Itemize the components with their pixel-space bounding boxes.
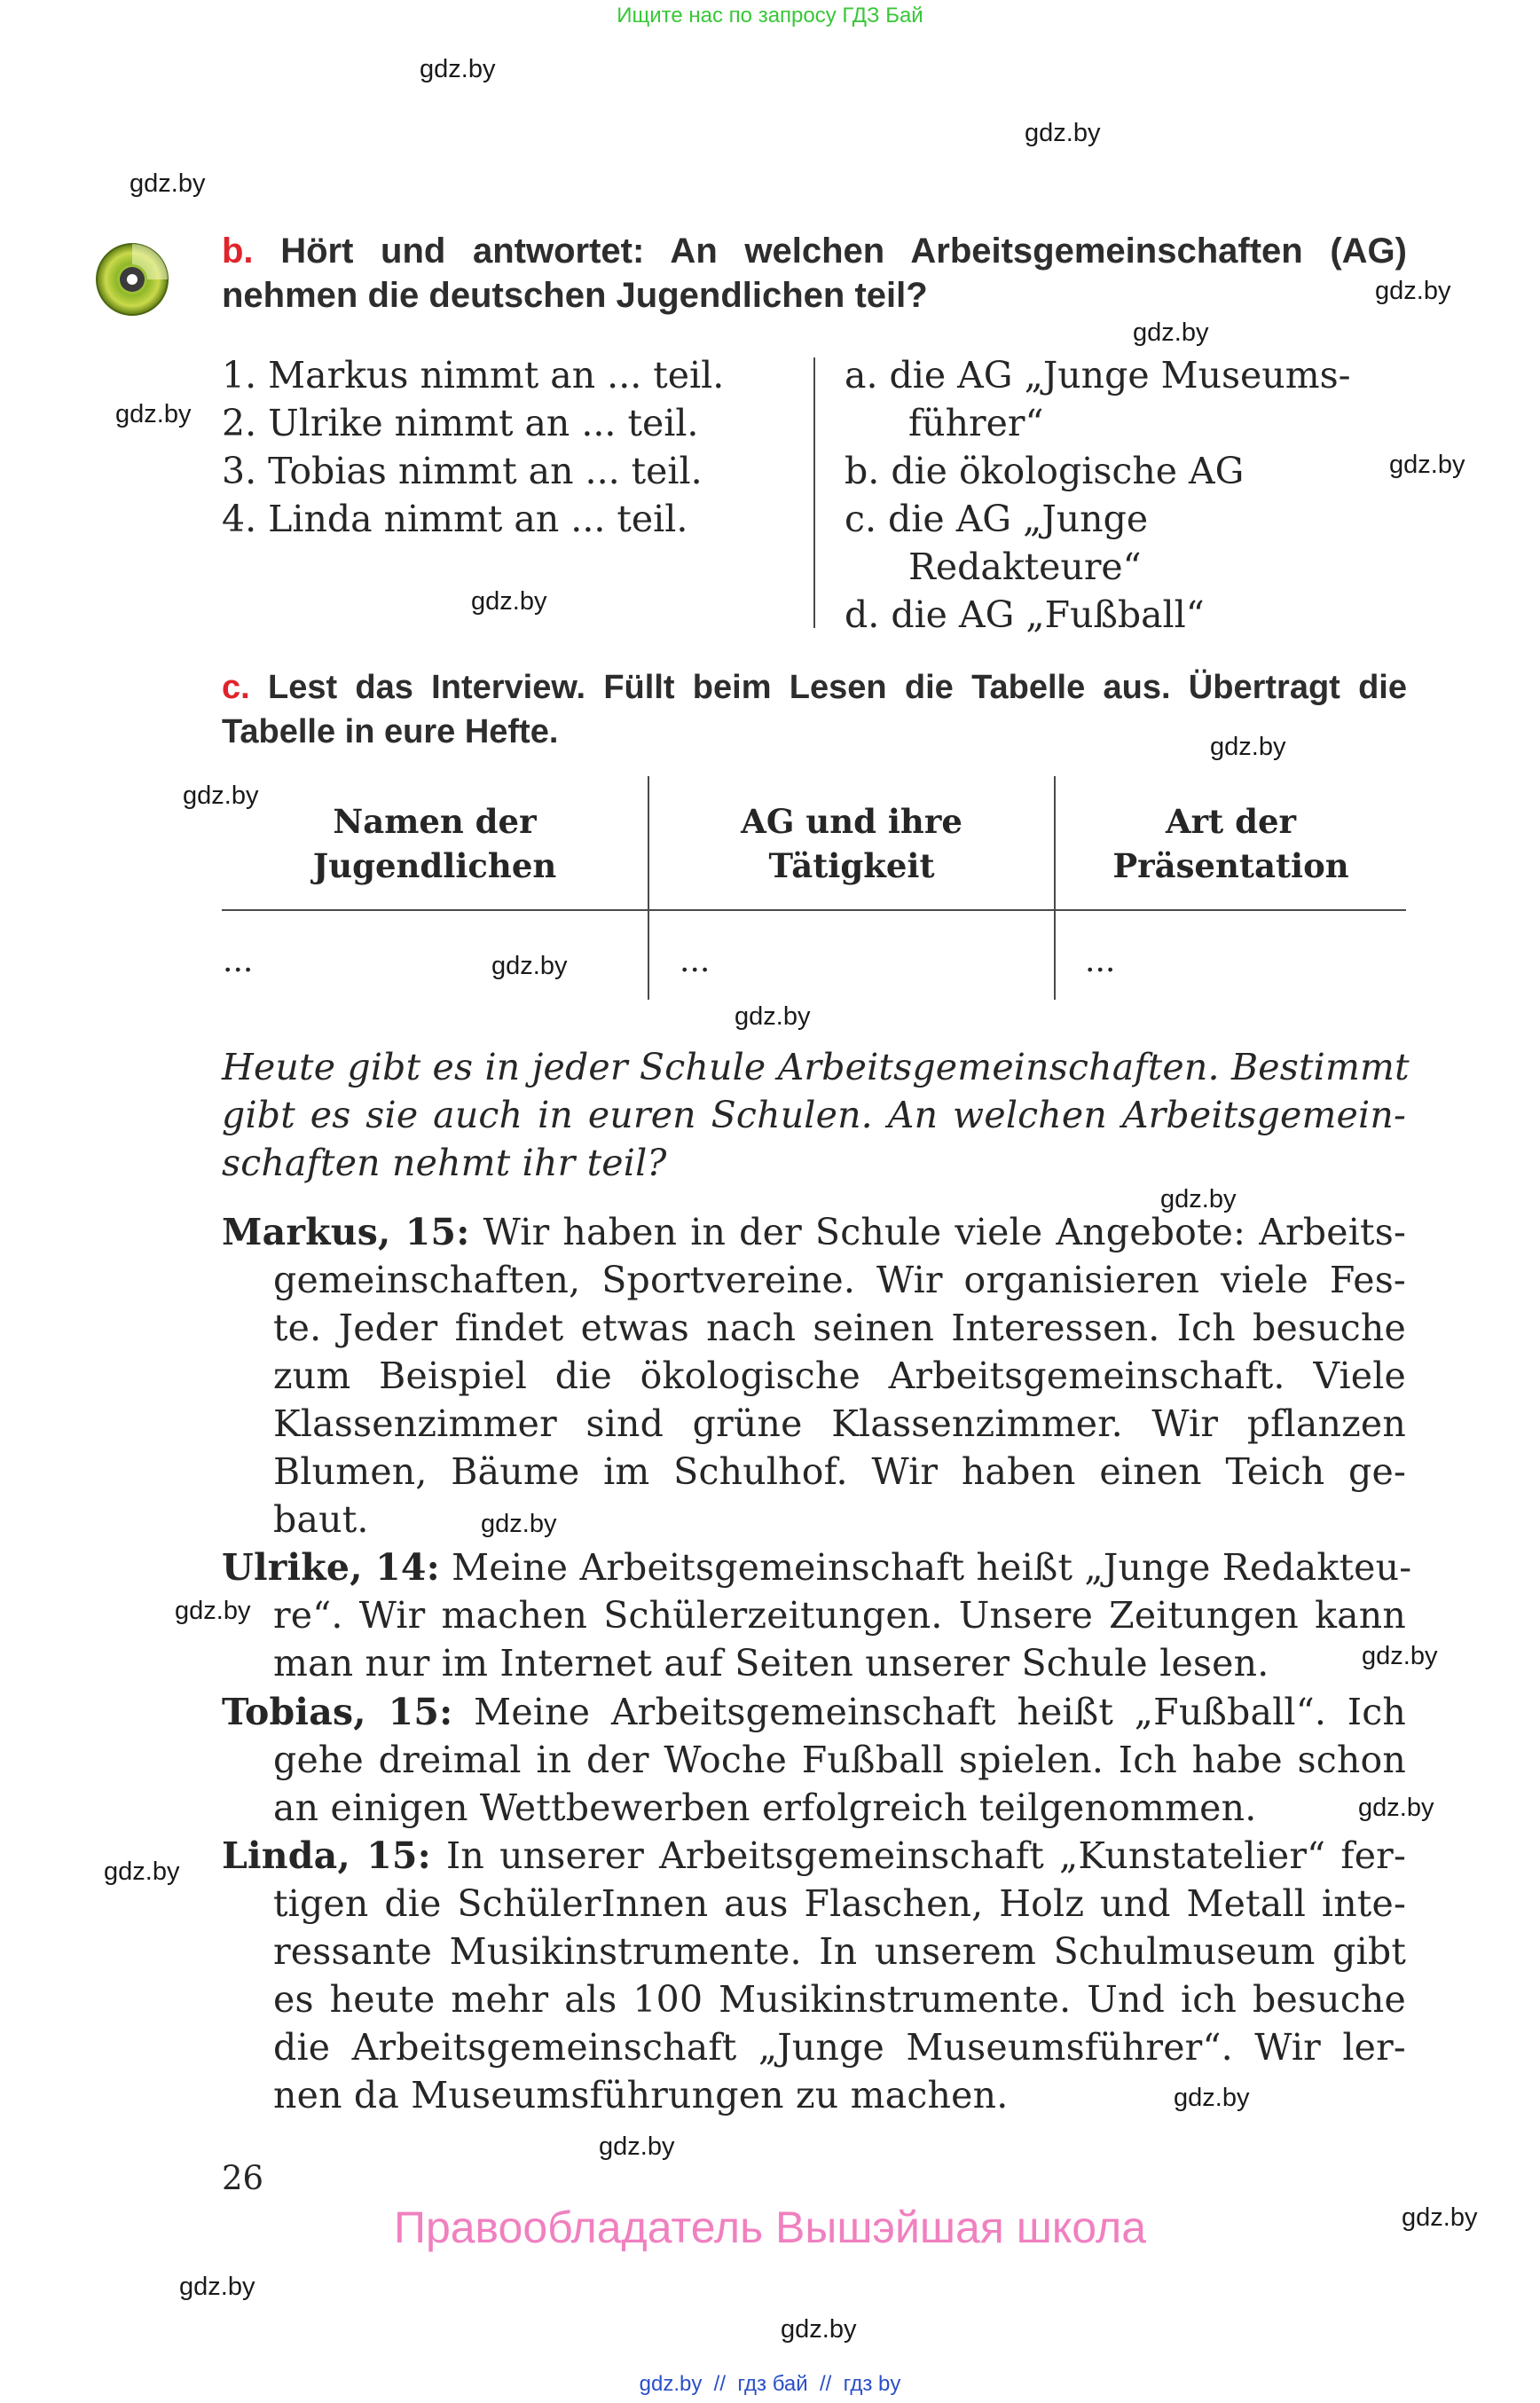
- top-banner: Ищите нас по запросу ГДЗ Бай: [617, 4, 923, 27]
- table-header-line: Namen der: [333, 802, 537, 841]
- task-b-right-list: [845, 351, 1405, 639]
- interview-line: In unserer Arbeitsgemeinschaft „Kunstatelier“ fer-: [431, 1834, 1407, 1877]
- interview-line: nen da Museumsführungen zu machen.: [273, 2074, 1009, 2116]
- table-header-ag: [649, 799, 1054, 888]
- watermark: gdz.by: [481, 1510, 557, 1538]
- interview-line: Meine Arbeitsgemeinschaft heißt „Junge Redakteu-: [439, 1546, 1412, 1589]
- task-b-instruction: [222, 229, 1407, 318]
- option-text-cont: Redakteure“: [908, 546, 1142, 588]
- option-text: die ökologische AG: [891, 450, 1245, 492]
- interview-line: die Arbeitsgemeinschaft „Junge Museumsführer“. Wir ler-: [273, 2026, 1406, 2069]
- interview-line: baut.: [273, 1498, 369, 1541]
- watermark: gdz.by: [1389, 451, 1465, 479]
- table-cell: ...: [680, 943, 711, 979]
- audio-cd-icon: [94, 241, 170, 318]
- table-header-names: [222, 799, 648, 888]
- interview-linda: [222, 1832, 1406, 2119]
- watermark: gdz.by: [735, 1002, 811, 1031]
- speaker-name: Linda, 15:: [222, 1834, 431, 1877]
- option-text: die AG „Junge: [888, 498, 1149, 540]
- watermark: gdz.by: [1133, 318, 1209, 347]
- intro-line: Heute gibt es in jeder Schule Arbeitsgemeinschaften. Bestimmt: [222, 1046, 1410, 1088]
- watermark: gdz.by: [104, 1857, 180, 1886]
- intro-line: schaften nehmt ihr teil?: [222, 1142, 667, 1184]
- footer-links[interactable]: gdz.by // гдз бай // гдз by: [639, 2372, 901, 2396]
- watermark: gdz.by: [1375, 277, 1451, 305]
- interview-line: man nur im Internet auf Seiten unserer Schule lesen.: [273, 1642, 1269, 1684]
- speaker-name: Markus, 15:: [222, 1211, 470, 1253]
- watermark: gdz.by: [1362, 1642, 1438, 1670]
- table-header-line: Jugendlichen: [312, 846, 557, 885]
- task-b-letter: b.: [222, 232, 254, 271]
- column-divider: [813, 357, 815, 628]
- watermark: gdz.by: [1358, 1794, 1434, 1822]
- watermark: gdz.by: [1025, 119, 1101, 147]
- rights-holder: Правообладатель Вышэйшая школа: [394, 2203, 1146, 2252]
- watermark: gdz.by: [781, 2315, 857, 2344]
- interview-line: Blumen, Bäume im Schulhof. Wir haben einen Teich ge-: [273, 1450, 1406, 1493]
- interview-line: Klassenzimmer sind grüne Klassenzimmer. Wir pflanzen: [273, 1402, 1406, 1445]
- interview-line: gehe dreimal in der Woche Fußball spielen. Ich habe schon: [273, 1739, 1406, 1781]
- interview-line: an einigen Wettbewerben erfolgreich teilgenommen.: [273, 1787, 1257, 1829]
- watermark: gdz.by: [115, 400, 192, 428]
- task-b-left-list: [222, 351, 724, 543]
- watermark: gdz.by: [1174, 2084, 1250, 2112]
- interview-markus: [222, 1208, 1406, 1543]
- watermark: gdz.by: [1160, 1185, 1237, 1213]
- option-text: die AG „Fußball“: [891, 593, 1205, 636]
- task-b-instruction-line: Hört und antwortet: An welchen Arbeitsgemeinschaften (AG): [280, 232, 1407, 271]
- option-text-cont: führer“: [908, 402, 1044, 444]
- option-letter: a.: [845, 354, 878, 397]
- interview-line: zum Beispiel die ökologische Arbeitsgemeinschaft. Viele: [273, 1355, 1406, 1397]
- option-letter: c.: [845, 498, 876, 540]
- list-item: 4. Linda nimmt an ... teil.: [222, 498, 688, 540]
- interview-line: Wir haben in der Schule viele Angebote: Arbeits-: [469, 1211, 1406, 1253]
- table-cell: ...: [223, 943, 254, 979]
- watermark: gdz.by: [130, 169, 206, 198]
- interview-line: ressante Musikinstrumente. In unserem Schulmuseum gibt: [273, 1930, 1406, 1973]
- table-header-line: Präsentation: [1112, 846, 1349, 885]
- option-letter: d.: [845, 593, 880, 636]
- task-b-instruction-line: nehmen die deutschen Jugendlichen teil?: [222, 276, 928, 315]
- table-header-line: Tätigkeit: [768, 846, 935, 885]
- watermark: gdz.by: [183, 781, 259, 810]
- watermark: gdz.by: [1210, 733, 1286, 761]
- option-text: die AG „Junge Museums-: [889, 354, 1351, 397]
- page-number: 26: [222, 2159, 264, 2197]
- list-item: 1. Markus nimmt an ... teil.: [222, 354, 725, 397]
- table-header-line: Art der: [1165, 802, 1297, 841]
- interview-line: re“. Wir machen Schülerzeitungen. Unsere Zeitungen kann: [273, 1594, 1406, 1637]
- speaker-name: Tobias, 15:: [222, 1691, 453, 1733]
- interview-line: gemeinschaften, Sportvereine. Wir organisieren viele Fes-: [273, 1259, 1406, 1301]
- interview-line: Meine Arbeitsgemeinschaft heißt „Fußball“. Ich: [452, 1691, 1406, 1733]
- table-header-line: AG und ihre: [741, 802, 962, 841]
- watermark: gdz.by: [599, 2132, 675, 2161]
- option-letter: b.: [845, 450, 880, 492]
- watermark: gdz.by: [1402, 2203, 1478, 2232]
- interview-ulrike: [222, 1543, 1412, 1687]
- interview-tobias: [222, 1688, 1406, 1832]
- intro-line: gibt es sie auch in euren Schulen. An welchen Arbeitsgemein-: [222, 1094, 1406, 1136]
- interview-line: te. Jeder findet etwas nach seinen Interessen. Ich besuche: [273, 1307, 1406, 1349]
- list-item: 2. Ulrike nimmt an ... teil.: [222, 402, 699, 444]
- table-header-presentation: [1056, 799, 1406, 888]
- watermark: gdz.by: [179, 2273, 255, 2301]
- task-c-instruction-line: Lest das Interview. Füllt beim Lesen die Tabelle aus. Übertragt die: [268, 669, 1408, 706]
- task-c-instruction-line: Tabelle in eure Hefte.: [222, 713, 559, 750]
- speaker-name: Ulrike, 14:: [222, 1546, 440, 1589]
- list-item: 3. Tobias nimmt an ... teil.: [222, 450, 703, 492]
- task-c-instruction: [222, 665, 1407, 754]
- intro-text: [222, 1043, 1410, 1187]
- watermark: gdz.by: [175, 1597, 251, 1625]
- interview-line: tigen die SchülerInnen aus Flaschen, Holz und Metall inte-: [273, 1882, 1406, 1925]
- table-header-rule: [222, 909, 1406, 911]
- watermark: gdz.by: [471, 587, 547, 616]
- table-cell: ...: [1085, 943, 1116, 979]
- interview-line: es heute mehr als 100 Musikinstrumente. Und ich besuche: [273, 1978, 1406, 2021]
- watermark: gdz.by: [420, 55, 496, 83]
- watermark: gdz.by: [491, 952, 568, 980]
- task-c-letter: c.: [222, 669, 250, 706]
